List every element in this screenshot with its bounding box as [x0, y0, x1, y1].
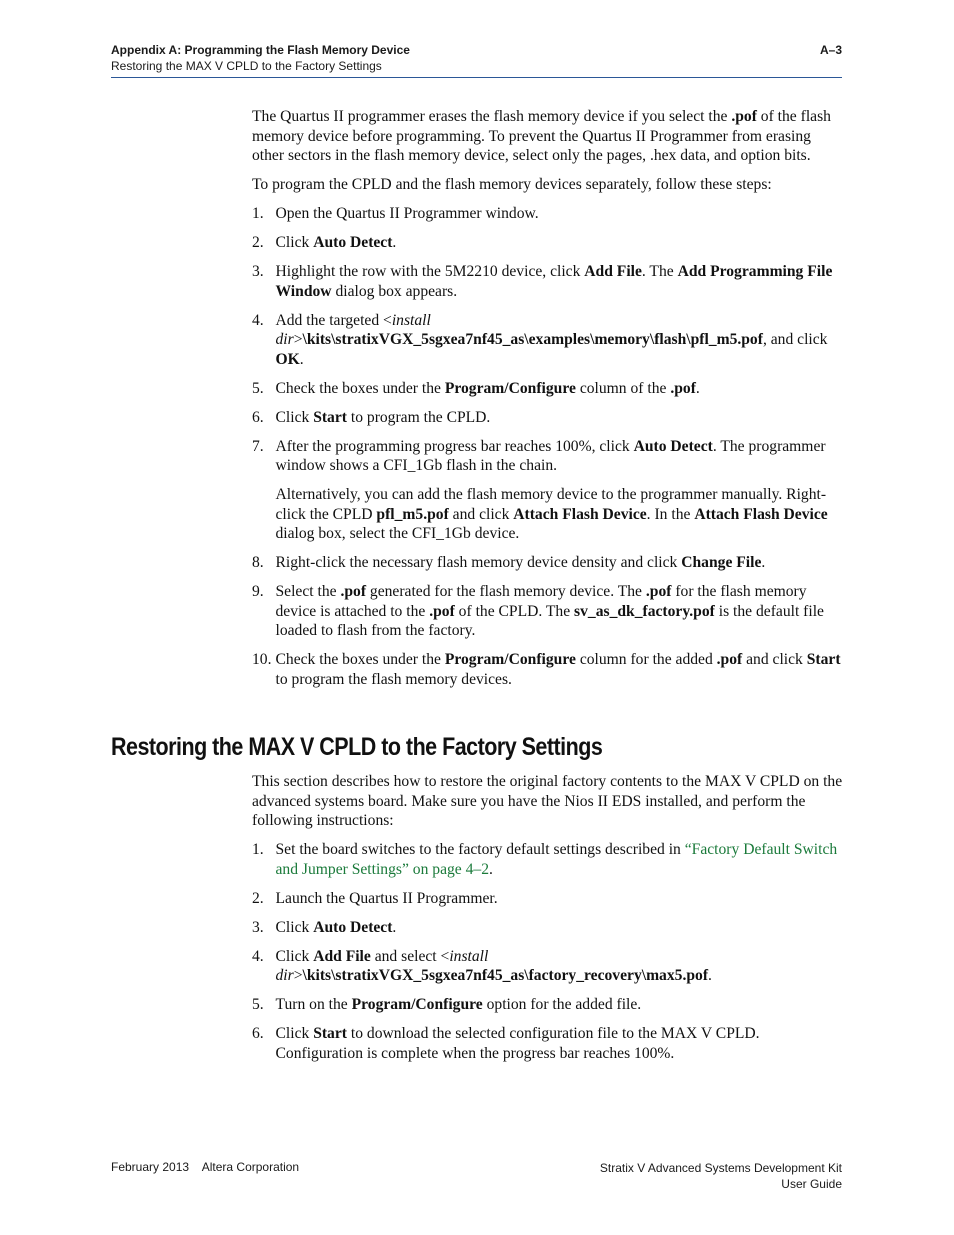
footer-doc-title: Stratix V Advanced Systems Development Kit User Guide — [599, 1161, 842, 1191]
list-item: 8. Right-click the necessary flash memory device density and click Change File. — [252, 554, 766, 571]
paragraph: To program the CPLD and the flash memory devices separately, follow these steps: — [252, 176, 772, 193]
list-item: 2. Click Auto Detect. — [252, 234, 397, 251]
list-item: 4. Click Add File and select <install dir>\kits\stratixVGX_5sgxea7nf45_as\factory_recovery\max5.pof. — [252, 947, 712, 984]
list-item: 3. Highlight the row with the 5M2210 device, click Add File. The Add Programming File Window dialog box appears. — [252, 263, 833, 300]
list-item: 3. Click Auto Detect. — [252, 918, 397, 936]
steps-list — [252, 840, 844, 1063]
header-rule — [111, 77, 842, 78]
list-item: 5. Turn on the Program/Configure option for the added file. — [252, 996, 642, 1013]
header-subtitle: Restoring the MAX V CPLD to the Factory Settings — [111, 59, 382, 73]
list-item: 6. Click Start to program the CPLD. — [252, 408, 491, 426]
header-title: Appendix A: Programming the Flash Memory Device — [111, 43, 410, 57]
list-item: 9. Select the .pof generated for the flash memory device. The .pof for the flash memory device is attached to the .pof of the CPLD. The sv_as_dk_factory.pof is the default file loaded to flash from the factory. — [252, 583, 824, 639]
footer-date-company: February 2013 Altera Corporation — [111, 1160, 300, 1174]
paragraph: The Quartus II programmer erases the flash memory device if you select the .pof of the flash memory device before programming. To prevent the Quartus II Programmer from erasing other sectors in the flash memory device, select only the pages, .hex data, and option bits. — [252, 108, 831, 164]
list-item-note: Alternatively, you can add the flash memory device to the programmer manually. Right-click the CPLD pfl_m5.pof and click Attach Flash Device. In the Attach Flash Device dialog box, select the CFI_1Gb device. — [275, 486, 828, 542]
section-heading: Restoring the MAX V CPLD to the Factory Settings — [111, 733, 603, 761]
list-item: 5. Check the boxes under the Program/Configure column of the .pof. — [252, 379, 700, 397]
list-item: 4. Add the targeted <install dir>\kits\stratixVGX_5sgxea7nf45_as\examples\memory\flash\pfl_m5.pof, and click OK. — [252, 311, 828, 368]
paragraph: This section describes how to restore the original factory contents to the MAX V CPLD on the advanced systems board. Make sure you have the Nios II EDS installed, and perform the following instructions: — [252, 773, 843, 829]
list-item: 10. Check the boxes under the Program/Configure column for the added .pof and click Start to program the flash memory devices. — [252, 651, 841, 688]
list-item: 7. After the programming progress bar reaches 100%, click Auto Detect. The programmer window shows a CFI_1Gb flash in the chain. — [252, 437, 826, 474]
running-header — [111, 43, 842, 59]
steps-list — [252, 204, 844, 689]
list-item: 1. Open the Quartus II Programmer window. — [252, 205, 539, 222]
part1-body — [252, 107, 844, 699]
cross-reference-link[interactable]: “Factory Default Switch and Jumper Settings” on page 4–2 — [275, 841, 838, 878]
list-item: 2. Launch the Quartus II Programmer. — [252, 889, 498, 907]
section-body — [252, 772, 844, 1073]
list-item: 6. Click Start to download the selected configuration file to the MAX V CPLD. Configuration is complete when the progress bar reaches 100%. — [252, 1025, 760, 1062]
page-number: A–3 — [819, 43, 842, 57]
list-item: 1. Set the board switches to the factory default settings described in “Factory Default Switch and Jumper Settings” on page 4–2. — [252, 841, 838, 878]
